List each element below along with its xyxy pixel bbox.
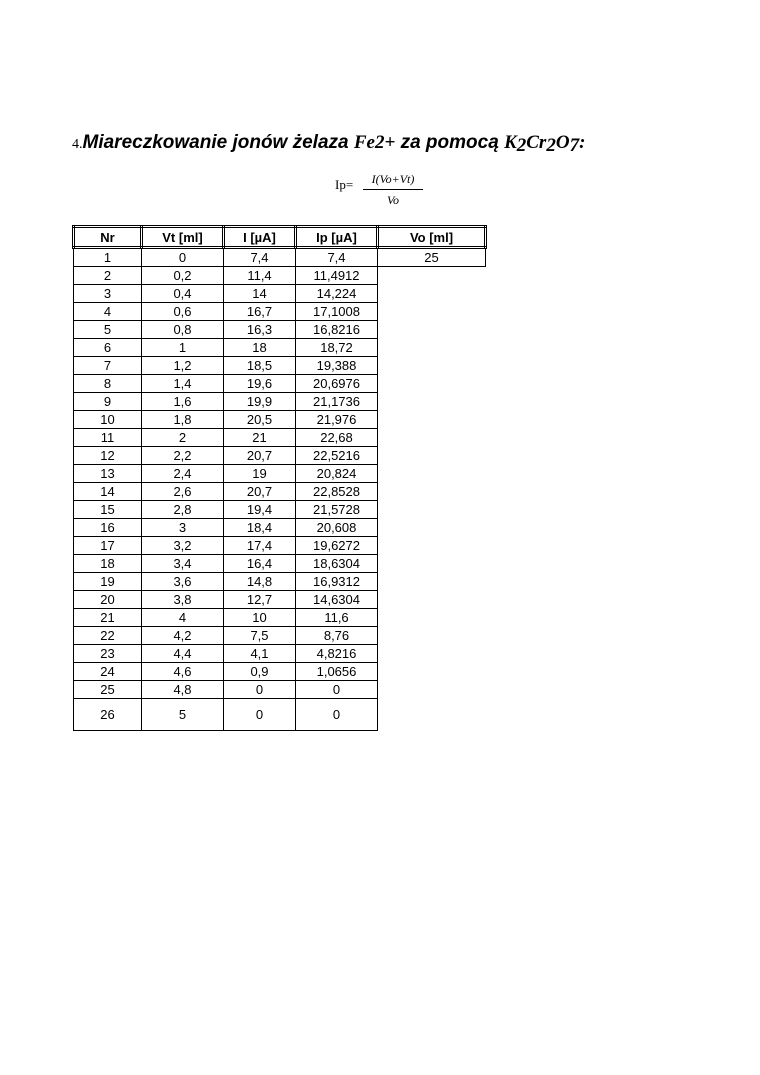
cell-nr: 1 <box>74 248 142 267</box>
cell-i: 19 <box>224 465 296 483</box>
cell-vt: 0,8 <box>142 321 224 339</box>
cell-i: 0 <box>224 699 296 731</box>
header-nr: Nr <box>74 227 142 248</box>
cell-vt: 0,2 <box>142 267 224 285</box>
table-row <box>74 591 486 609</box>
cell-vt: 3 <box>142 519 224 537</box>
cell-nr: 23 <box>74 645 142 663</box>
empty-cell <box>378 573 486 591</box>
cell-nr: 24 <box>74 663 142 681</box>
cell-i: 18,4 <box>224 519 296 537</box>
empty-cell <box>378 699 486 731</box>
cell-ip: 11,6 <box>296 609 378 627</box>
cell-i: 21 <box>224 429 296 447</box>
cell-nr: 4 <box>74 303 142 321</box>
cell-vt: 1,4 <box>142 375 224 393</box>
empty-cell <box>378 429 486 447</box>
cell-ip: 21,5728 <box>296 501 378 519</box>
cell-ip: 4,8216 <box>296 645 378 663</box>
table-row <box>74 483 486 501</box>
cell-vt: 1,6 <box>142 393 224 411</box>
cell-ip: 1,0656 <box>296 663 378 681</box>
cell-nr: 26 <box>74 699 142 731</box>
formula-denominator: Vo <box>387 193 399 207</box>
table-row <box>74 267 486 285</box>
cell-ip: 20,608 <box>296 519 378 537</box>
cell-i: 10 <box>224 609 296 627</box>
cell-nr: 2 <box>74 267 142 285</box>
cell-ip: 19,388 <box>296 357 378 375</box>
empty-cell <box>378 609 486 627</box>
cell-ip: 8,76 <box>296 627 378 645</box>
empty-cell <box>378 465 486 483</box>
table-row <box>74 447 486 465</box>
table-row <box>74 663 486 681</box>
cell-nr: 11 <box>74 429 142 447</box>
empty-cell <box>378 267 486 285</box>
empty-cell <box>378 591 486 609</box>
empty-cell <box>378 375 486 393</box>
cell-vt: 5 <box>142 699 224 731</box>
cell-vt: 4,2 <box>142 627 224 645</box>
cell-ip: 19,6272 <box>296 537 378 555</box>
empty-cell <box>378 411 486 429</box>
cell-i: 16,7 <box>224 303 296 321</box>
cell-ip: 22,8528 <box>296 483 378 501</box>
cell-nr: 13 <box>74 465 142 483</box>
empty-cell <box>378 321 486 339</box>
table-row <box>74 375 486 393</box>
cell-vt: 2,2 <box>142 447 224 465</box>
cell-i: 14,8 <box>224 573 296 591</box>
table-row <box>74 555 486 573</box>
empty-cell <box>378 393 486 411</box>
table-row <box>74 627 486 645</box>
table-row <box>74 465 486 483</box>
cell-vt: 3,6 <box>142 573 224 591</box>
empty-cell <box>378 627 486 645</box>
formula-o-subscript: 7 <box>569 135 580 156</box>
empty-cell <box>378 483 486 501</box>
empty-cell <box>378 339 486 357</box>
cell-i: 18,5 <box>224 357 296 375</box>
cell-ip: 21,976 <box>296 411 378 429</box>
table-row <box>74 248 486 267</box>
cell-nr: 20 <box>74 591 142 609</box>
cell-vt: 4 <box>142 609 224 627</box>
cell-ip: 14,6304 <box>296 591 378 609</box>
table-row <box>74 285 486 303</box>
empty-cell <box>378 501 486 519</box>
cell-nr: 10 <box>74 411 142 429</box>
cell-ip: 16,9312 <box>296 573 378 591</box>
cell-i: 4,1 <box>224 645 296 663</box>
empty-cell <box>378 447 486 465</box>
cell-nr: 14 <box>74 483 142 501</box>
table-row <box>74 501 486 519</box>
cell-ip: 7,4 <box>296 248 378 267</box>
table-row <box>74 681 486 699</box>
cell-vt: 2,8 <box>142 501 224 519</box>
heading-species: Fe2+ <box>353 132 396 153</box>
empty-cell <box>378 537 486 555</box>
cell-vt: 1,2 <box>142 357 224 375</box>
cell-nr: 17 <box>74 537 142 555</box>
heading-colon: : <box>579 132 586 153</box>
table-row <box>74 321 486 339</box>
cell-vt: 3,2 <box>142 537 224 555</box>
cell-nr: 21 <box>74 609 142 627</box>
cell-nr: 16 <box>74 519 142 537</box>
cell-nr: 15 <box>74 501 142 519</box>
cell-vt: 2,6 <box>142 483 224 501</box>
cell-vt: 0,4 <box>142 285 224 303</box>
table-row <box>74 699 486 731</box>
empty-cell <box>378 303 486 321</box>
empty-cell <box>378 681 486 699</box>
cell-i: 11,4 <box>224 267 296 285</box>
cell-ip: 22,68 <box>296 429 378 447</box>
empty-cell <box>378 357 486 375</box>
table-row <box>74 645 486 663</box>
table-header-row <box>74 227 486 248</box>
cell-vt: 4,4 <box>142 645 224 663</box>
cell-ip: 21,1736 <box>296 393 378 411</box>
table-row <box>74 339 486 357</box>
heading-phrase: za pomocą <box>395 132 505 153</box>
cell-vt: 3,4 <box>142 555 224 573</box>
cell-nr: 19 <box>74 573 142 591</box>
cell-i: 18 <box>224 339 296 357</box>
formula-numerator: I(Vo+Vt) <box>363 172 423 190</box>
table-row <box>74 519 486 537</box>
cell-ip: 18,72 <box>296 339 378 357</box>
cell-i: 0 <box>224 681 296 699</box>
cell-nr: 6 <box>74 339 142 357</box>
heading-title: Miareczkowanie jonów żelaza <box>82 132 349 153</box>
formula-k-subscript: 2 <box>516 135 527 156</box>
cell-i: 19,6 <box>224 375 296 393</box>
section-heading <box>72 132 585 154</box>
header-ip: Ip [µA] <box>296 227 378 248</box>
cell-nr: 9 <box>74 393 142 411</box>
cell-nr: 3 <box>74 285 142 303</box>
section-number: 4. <box>72 137 83 152</box>
cell-i: 0,9 <box>224 663 296 681</box>
cell-i: 14 <box>224 285 296 303</box>
cell-vt: 0,6 <box>142 303 224 321</box>
cell-i: 19,4 <box>224 501 296 519</box>
cell-vt: 0 <box>142 248 224 267</box>
table-row <box>74 429 486 447</box>
table-row <box>74 411 486 429</box>
cell-vt: 1 <box>142 339 224 357</box>
empty-cell <box>378 555 486 573</box>
titration-table <box>72 225 487 731</box>
formula-lhs: Ip= <box>335 177 354 192</box>
cell-nr: 7 <box>74 357 142 375</box>
formula-cr-subscript: 2 <box>546 135 556 156</box>
header-i: I [µA] <box>224 227 296 248</box>
table-row <box>74 357 486 375</box>
cell-ip: 0 <box>296 699 378 731</box>
cell-i: 20,7 <box>224 447 296 465</box>
formula-o: O <box>555 132 570 153</box>
table-row <box>74 609 486 627</box>
header-vt: Vt [ml] <box>142 227 224 248</box>
cell-ip: 20,6976 <box>296 375 378 393</box>
cell-ip: 16,8216 <box>296 321 378 339</box>
cell-nr: 25 <box>74 681 142 699</box>
empty-cell <box>378 285 486 303</box>
cell-i: 19,9 <box>224 393 296 411</box>
empty-cell <box>378 663 486 681</box>
cell-ip: 22,5216 <box>296 447 378 465</box>
empty-cell <box>378 645 486 663</box>
header-vo: Vo [ml] <box>378 227 486 248</box>
cell-nr: 12 <box>74 447 142 465</box>
formula-k: K <box>504 132 517 153</box>
cell-nr: 22 <box>74 627 142 645</box>
table-row <box>74 573 486 591</box>
cell-nr: 18 <box>74 555 142 573</box>
table-row <box>74 537 486 555</box>
cell-vo: 25 <box>378 248 486 267</box>
table-row <box>74 393 486 411</box>
cell-ip: 17,1008 <box>296 303 378 321</box>
cell-nr: 8 <box>74 375 142 393</box>
empty-cell <box>378 519 486 537</box>
cell-vt: 3,8 <box>142 591 224 609</box>
cell-i: 16,4 <box>224 555 296 573</box>
table-row <box>74 303 486 321</box>
cell-ip: 14,224 <box>296 285 378 303</box>
formula-fraction <box>363 172 423 208</box>
cell-nr: 5 <box>74 321 142 339</box>
cell-i: 17,4 <box>224 537 296 555</box>
cell-ip: 20,824 <box>296 465 378 483</box>
cell-i: 7,5 <box>224 627 296 645</box>
formula-cr: Cr <box>526 132 547 153</box>
cell-i: 16,3 <box>224 321 296 339</box>
cell-i: 7,4 <box>224 248 296 267</box>
cell-ip: 11,4912 <box>296 267 378 285</box>
cell-vt: 1,8 <box>142 411 224 429</box>
cell-i: 20,5 <box>224 411 296 429</box>
cell-i: 20,7 <box>224 483 296 501</box>
table-body <box>74 248 486 731</box>
cell-vt: 2 <box>142 429 224 447</box>
cell-i: 12,7 <box>224 591 296 609</box>
cell-vt: 4,8 <box>142 681 224 699</box>
cell-vt: 2,4 <box>142 465 224 483</box>
cell-vt: 4,6 <box>142 663 224 681</box>
cell-ip: 18,6304 <box>296 555 378 573</box>
cell-ip: 0 <box>296 681 378 699</box>
